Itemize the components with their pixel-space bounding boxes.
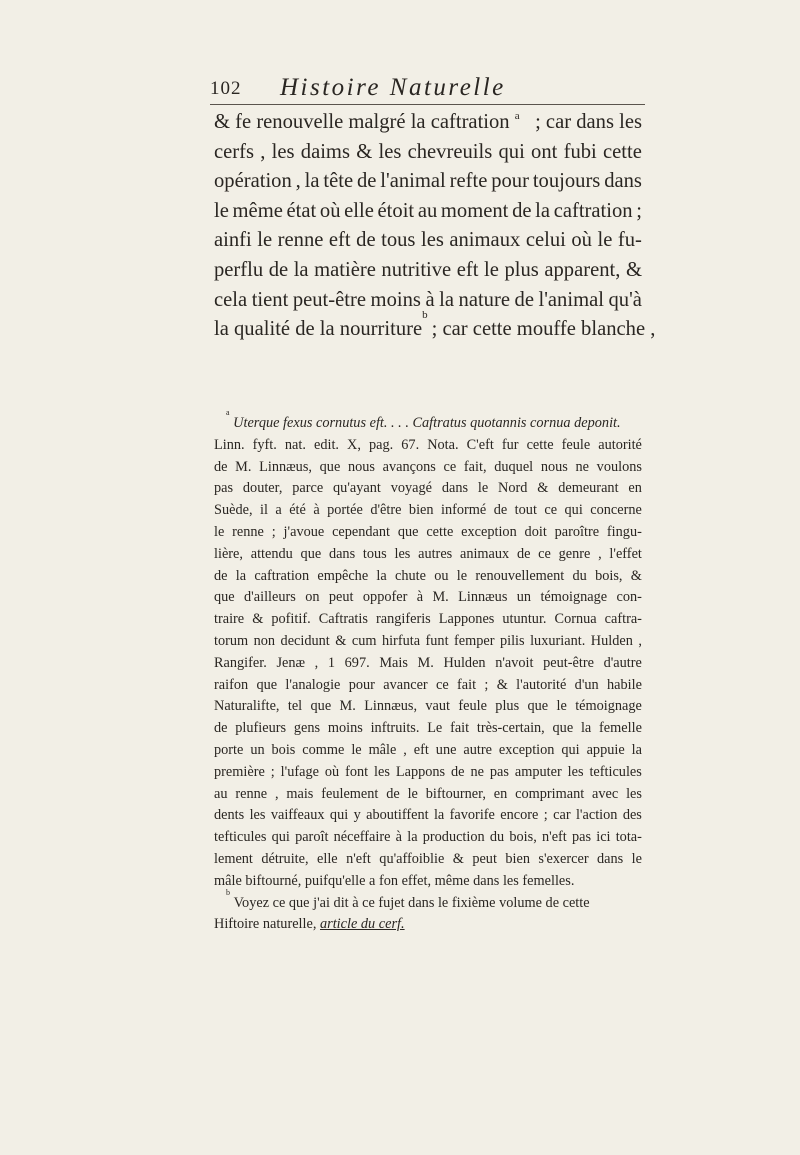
page-number: 102 bbox=[210, 78, 242, 99]
main-text bbox=[214, 108, 656, 345]
footnote-b-text: Hiftoire naturelle, bbox=[214, 916, 317, 933]
header-rule bbox=[210, 104, 645, 105]
footnote-b-text: Voyez ce que j'ai dit à ce fujet dans le fixième volume de cette bbox=[233, 894, 590, 911]
footnote-a-line: torum non decidunt & cum hirfuta funt femper pilis luxuriant. Hulden , bbox=[214, 632, 642, 649]
footnote-ref-b: b bbox=[422, 309, 428, 322]
footnote-a-quote: Uterque fexus cornutus eft. . . . Caftratus quotannis cornua deponit. bbox=[233, 415, 621, 431]
footnote-b-marker: b bbox=[226, 887, 230, 897]
footnote-a-line: porte un bois comme le mâle , eft une autre exception qui appuie la bbox=[214, 741, 642, 758]
text-line-content: & fe renouvelle malgré la caftration $^a$ bbox=[214, 110, 520, 133]
footnote-a-line: Linn. fyft. nat. edit. X, pag. 67. Nota. C'eft fur cette feule autorité bbox=[214, 436, 642, 453]
text-line-tail: ; car dans les bbox=[535, 111, 642, 133]
footnote-a-line: de M. Linnæus, que nous avançons ce fait, duquel nous ne voulons bbox=[214, 458, 642, 475]
footnote-a-line: de plufieurs gens moins inftruits. Le fait très-certain, que la femelle bbox=[214, 720, 642, 737]
footnote-a-line: le renne ; j'avoue cependant que cette exception doit paroître fingu- bbox=[214, 523, 642, 540]
footnote-a-line: Rangifer. Jenæ , 1 697. Mais M. Hulden n'avoit peut-être d'autre bbox=[214, 654, 642, 671]
footnote-a-line: pas douter, parce qu'ayant voyagé dans le Nord & demeurant en bbox=[214, 480, 642, 497]
text-line: cerfs , les daims & les chevreuils qui ont fubi cette bbox=[214, 140, 642, 163]
footnote-a-body bbox=[214, 435, 642, 893]
footnote-a-line: de la caftration empêche la chute ou le renouvellement du bois, & bbox=[214, 567, 642, 584]
footnote-a-line: lière, attendu que dans tous les autres animaux de ce genre , l'effet bbox=[214, 545, 642, 562]
footnote-b-reference: article du cerf. bbox=[320, 916, 405, 933]
page-header bbox=[210, 74, 660, 104]
footnote-a-line: traire & pofitif. Caftratis rangiferis Lappones utuntur. Cornua caftra- bbox=[214, 611, 642, 628]
running-title: Histoire Naturelle bbox=[280, 74, 506, 101]
footnote-a-line: mâle biftourné, puifqu'elle a fon effet, même dans les femelles. bbox=[214, 872, 575, 889]
footnote-a-line bbox=[214, 408, 642, 435]
text-line bbox=[214, 108, 642, 138]
text-line: ainfi le renne eft de tous les animaux celui où le fu- bbox=[214, 229, 642, 252]
footnote-a-line: Naturalifte, tel que M. Linnæus, vaut feule plus que le témoignage bbox=[214, 698, 642, 715]
text-line-content: la qualité de la nourriture bbox=[214, 318, 423, 341]
footnote-b-line bbox=[214, 914, 642, 936]
footnote-b-line bbox=[214, 887, 642, 915]
text-line bbox=[214, 309, 656, 345]
footnote-a-line: dents les vaiffeaux qui y aboutiffent la favorife encore ; car l'action des bbox=[214, 807, 642, 824]
text-line-tail: ; car cette mouffe blanche , bbox=[431, 318, 656, 341]
footnote-a-line: raifon que l'analogie pour avancer ce fait ; & l'autorité d'un habile bbox=[214, 676, 642, 693]
footnote-a-line: lement détruite, elle n'eft qu'affoiblie & peut bien s'exercer dans le bbox=[214, 850, 642, 867]
text-line: opération , la tête de l'animal refte pour toujours dans bbox=[214, 170, 642, 193]
footnote-a-line: Suède, il a été à portée d'être bien informé de tout ce qui concerne bbox=[214, 502, 642, 519]
text-line: le même état où elle étoit au moment de la caftration ; bbox=[214, 199, 642, 222]
footnote-a-line: au renne , mais feulement de le biftourner, en comprimant avec les bbox=[214, 785, 642, 802]
text-line: perflu de la matière nutritive eft le plus apparent, & bbox=[214, 258, 642, 281]
footnote-a-line: tefticules qui paroît néceffaire à la production du bois, n'eft pas ici tota- bbox=[214, 829, 642, 846]
footnotes bbox=[214, 408, 642, 936]
text-line: cela tient peut-être moins à la nature de l'animal qu'à bbox=[214, 288, 642, 311]
footnote-a-marker: a bbox=[226, 408, 230, 417]
footnote-a-line: que d'ailleurs on peut oppofer à M. Linnæus un témoignage con- bbox=[214, 589, 642, 606]
footnote-ref-a: a bbox=[514, 110, 520, 122]
footnote-a-line: première ; l'ufage où font les Lappons de ne pas amputer les tefticules bbox=[214, 763, 642, 780]
